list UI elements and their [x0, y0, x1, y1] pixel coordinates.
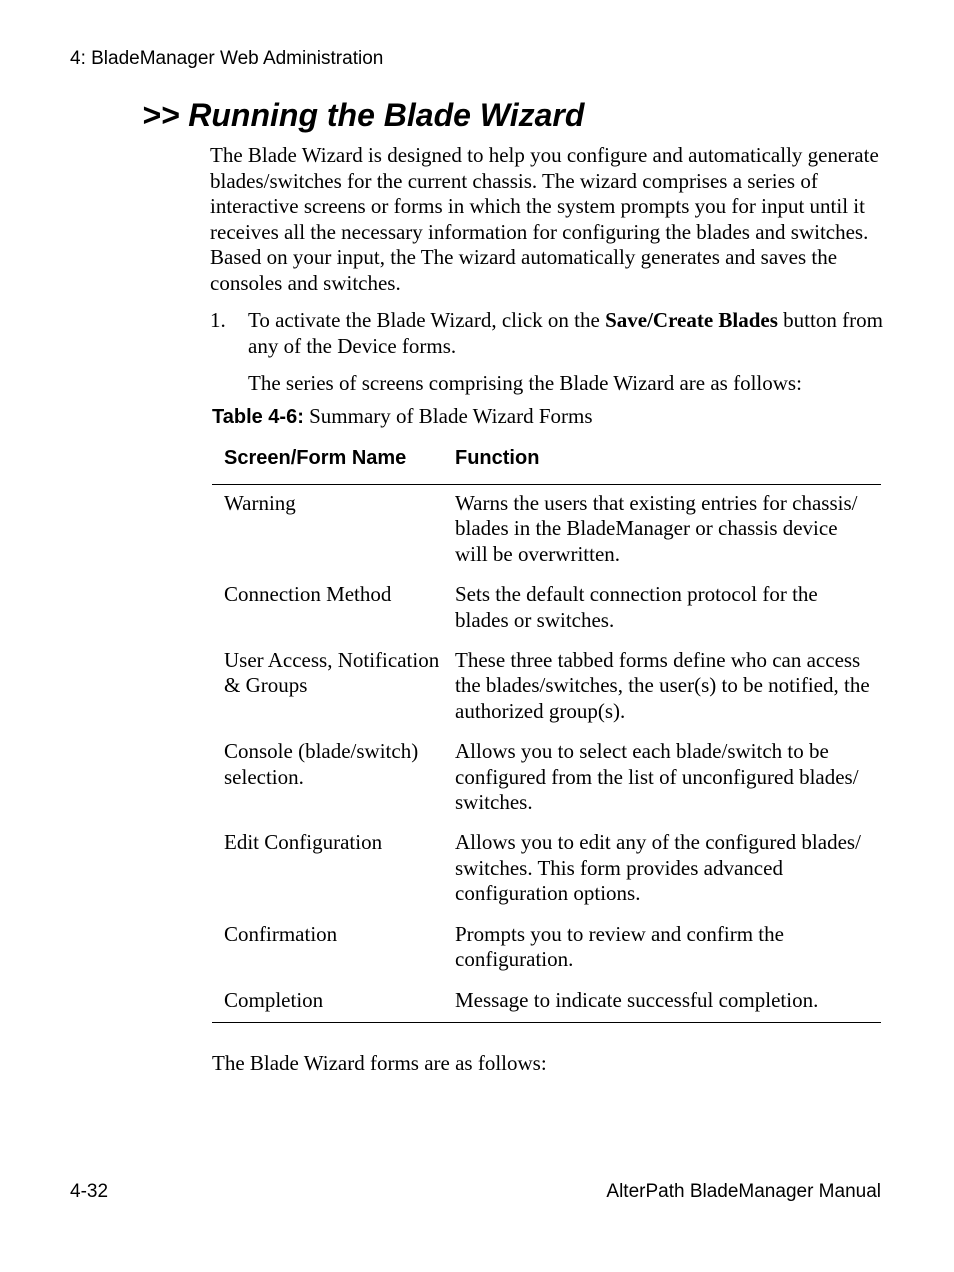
function-cell: Allows you to edit any of the configured blades/ switches. This form provides advanced configuration options. — [455, 830, 861, 906]
form-name-cell: Warning — [224, 491, 296, 515]
section-title: >> Running the Blade Wizard — [142, 97, 585, 133]
series-text: The series of screens comprising the Blade Wizard are as follows: — [248, 371, 802, 395]
manual-title: AlterPath BladeManager Manual — [606, 1181, 881, 1202]
form-name-cell: User Access, Notification & Groups — [224, 648, 440, 698]
running-header: 4: BladeManager Web Administration — [70, 48, 384, 69]
table-row — [212, 922, 881, 988]
function-cell: Message to indicate successful completion. — [443, 988, 881, 1023]
blade-wizard-forms-table — [212, 440, 881, 1023]
step-text — [248, 308, 890, 359]
table-row — [212, 485, 881, 583]
step-1 — [210, 308, 890, 359]
column-header-screen-form-name: Screen/Form Name — [212, 440, 443, 485]
form-name-cell: Connection Method — [224, 582, 392, 607]
form-name-cell: Edit Configuration — [224, 830, 383, 855]
intro-paragraph: The Blade Wizard is designed to help you configure and automatically generate blades/switches for the current chassis. The wizard comprises a series of interactive screens or forms in which the system prompts you for input until it receives all the necessary information for configuring the blades and switches. Based on your input, the The wizard automatically generates and saves the consoles and switches. — [210, 143, 879, 295]
step-text-before: To activate the Blade Wizard, click on the — [248, 308, 606, 332]
step-number: 1. — [210, 308, 226, 332]
table-row — [212, 988, 881, 1023]
table-header-row — [212, 440, 881, 485]
function-cell: Allows you to select each blade/switch to be configured from the list of unconfigured blades/ switches. — [455, 739, 859, 815]
page-number: 4-32 — [70, 1181, 109, 1202]
table-row — [212, 648, 881, 739]
table-row — [212, 582, 881, 648]
form-name-cell: Completion — [212, 988, 443, 1023]
form-name-cell: Console (blade/switch) selection. — [224, 739, 419, 789]
table-row — [212, 739, 881, 830]
function-cell: Prompts you to review and confirm the configuration. — [455, 921, 784, 972]
table-caption — [212, 404, 593, 429]
save-create-blades-label: Save/Create Blades — [605, 308, 778, 332]
function-cell: Sets the default connection protocol for the blades or switches. — [455, 582, 818, 632]
function-cell: Warns the users that existing entries for chassis/ blades in the BladeManager or chassis device will be overwritten. — [455, 491, 858, 566]
column-header-function: Function — [443, 440, 881, 485]
outro-text: The Blade Wizard forms are as follows: — [212, 1051, 547, 1075]
function-cell: These three tabbed forms define who can access the blades/switches, the user(s) to be notified, the authorized group(s). — [455, 648, 870, 723]
step-text-after: button from any of the Device forms. — [248, 308, 883, 358]
table-caption-text: Summary of Blade Wizard Forms — [303, 404, 593, 428]
table-row — [212, 830, 881, 921]
form-name-cell: Confirmation — [224, 921, 338, 946]
table-caption-label: Table 4-6: — [212, 406, 304, 428]
